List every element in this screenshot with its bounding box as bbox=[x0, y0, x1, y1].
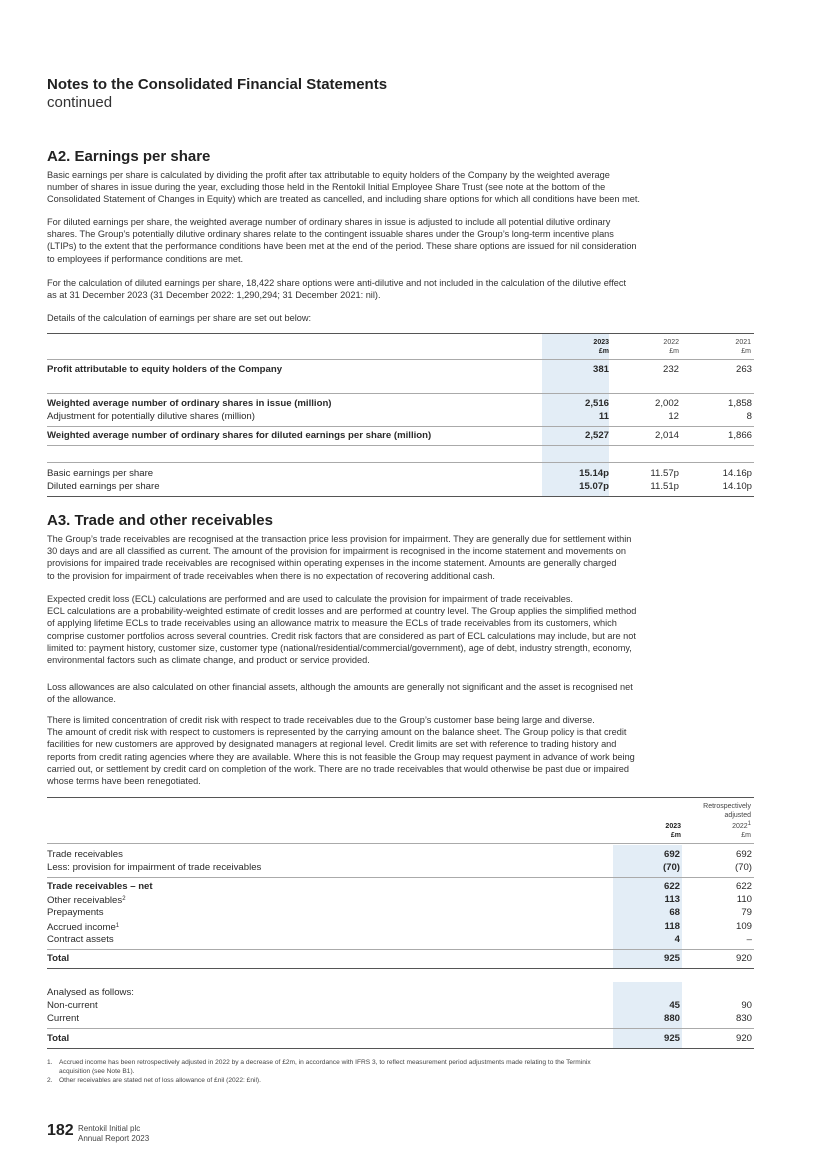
a3-p2-line: environmental factors such as climate change, and product or service provided. bbox=[47, 655, 370, 666]
cell-2022: 12 bbox=[668, 411, 679, 422]
page-number: 182 bbox=[47, 1122, 74, 1139]
table-row-total bbox=[47, 952, 754, 965]
col-header-line: Retrospectively bbox=[703, 803, 751, 810]
a3-p1-line: The Group’s trade receivables are recognised at the transaction price less provision for impairment. They are generally due for settlement within bbox=[47, 534, 632, 544]
table-rule bbox=[47, 949, 754, 950]
row-label: Profit attributable to equity holders of the Company bbox=[47, 364, 283, 375]
a3-p3-line: of the allowance. bbox=[47, 694, 116, 705]
col-header-2022-restated bbox=[679, 802, 751, 840]
footnote-line: Other receivables are stated net of loss allowance of £nil (2022: £nil). bbox=[59, 1077, 261, 1084]
table-bottom-rule bbox=[47, 1048, 754, 1049]
table-rule bbox=[47, 1028, 754, 1029]
col-year: 2022 bbox=[663, 339, 679, 346]
col-header-2023 bbox=[567, 338, 609, 356]
row-label: Contract assets bbox=[47, 934, 114, 945]
cell-2023: 45 bbox=[669, 1000, 680, 1011]
a3-p4-line: facilities for new customers are approved by designated managers at regional level. Credit limits are set with reference to trading history and bbox=[47, 739, 617, 750]
cell-2021: 1,858 bbox=[727, 398, 752, 409]
cell-2022: 2,002 bbox=[654, 398, 679, 409]
row-label-text: Other receivables bbox=[47, 895, 123, 906]
cell-2023: 4 bbox=[674, 934, 680, 945]
cell-2023: 381 bbox=[592, 364, 609, 375]
col-header-2023 bbox=[637, 822, 681, 840]
cell-2023: 692 bbox=[663, 849, 680, 860]
table-bottom-rule bbox=[47, 496, 754, 497]
cell-2022: 109 bbox=[735, 921, 752, 932]
cell-2022: 90 bbox=[741, 1000, 752, 1011]
a3-p2-line: of applying lifetime ECLs to trade receivables using an allowance matrix to measure the ECLs of trade receivables from its customers, which bbox=[47, 618, 617, 629]
row-label: Weighted average number of ordinary shares in issue (million) bbox=[47, 398, 332, 409]
cell-2023: 925 bbox=[663, 953, 680, 964]
row-label: Basic earnings per share bbox=[47, 468, 154, 479]
cell-2022: (70) bbox=[734, 862, 752, 873]
footer-report: Annual Report 2023 bbox=[78, 1134, 150, 1143]
col-year: 2023 bbox=[593, 339, 609, 346]
a2-p3-line: For the calculation of diluted earnings per share, 18,422 share options were anti-dilutive and not included in the calculation of the dilutive effect bbox=[47, 278, 627, 288]
row-label: Prepayments bbox=[47, 907, 104, 918]
cell-2022: 2,014 bbox=[654, 430, 679, 441]
footnote-number: 2. bbox=[47, 1077, 53, 1084]
a2-p3-line: as at 31 December 2023 (31 December 2022: 1,290,294; 31 December 2021: nil). bbox=[47, 290, 381, 301]
footnote-ref: 1 bbox=[747, 821, 751, 827]
row-label bbox=[47, 893, 126, 907]
cell-2023: 15.14p bbox=[579, 468, 609, 479]
col-unit: £m bbox=[670, 832, 681, 839]
a2-p1-line: Consolidated Statement of Changes in Equity) which are treated as cancelled, and including share options for which all conditions have been met. bbox=[47, 194, 640, 205]
a3-paragraph-2 bbox=[47, 593, 754, 666]
a3-p4-line: whose terms have been renegotiated. bbox=[47, 776, 201, 787]
table-row bbox=[47, 920, 754, 933]
table-row bbox=[47, 363, 754, 376]
a3-p2-line: ECL calculations are a probability-weighted estimate of credit losses and are performed at country level. The Group applies the simplified method bbox=[47, 606, 637, 617]
col-unit: £m bbox=[741, 348, 751, 355]
a2-paragraph-4: Details of the calculation of earnings per share are set out below: bbox=[47, 313, 312, 323]
col-header-line: adjusted bbox=[724, 812, 751, 819]
cell-2023: 15.07p bbox=[579, 481, 609, 492]
table-rule bbox=[47, 393, 754, 394]
table-rule bbox=[47, 462, 754, 463]
col-header-2022 bbox=[637, 338, 679, 356]
table-rule bbox=[47, 843, 754, 844]
page-title: Notes to the Consolidated Financial Statements bbox=[47, 76, 388, 93]
col-unit: £m bbox=[741, 832, 751, 839]
cell-2023: 113 bbox=[664, 894, 680, 905]
row-label bbox=[47, 920, 119, 934]
a2-p2-line: to employees if performance conditions are met. bbox=[47, 253, 244, 264]
table-row bbox=[47, 893, 754, 906]
a3-p4-line: reports from credit rating agencies where they are available. Where this is not feasible the Group may request payment in advance of work being bbox=[47, 751, 635, 762]
table-row bbox=[47, 429, 754, 442]
table-rule bbox=[47, 426, 754, 427]
col-unit: £m bbox=[669, 348, 679, 355]
cell-2022: 11.57p bbox=[650, 468, 679, 479]
cell-2021: 14.10p bbox=[722, 481, 752, 492]
cell-2022: 920 bbox=[735, 1033, 752, 1044]
row-label: Analysed as follows: bbox=[47, 987, 134, 998]
table-row bbox=[47, 467, 754, 480]
cell-2022: 11.51p bbox=[650, 481, 679, 492]
table-row-total bbox=[47, 1032, 754, 1045]
table-row bbox=[47, 999, 754, 1012]
table-row bbox=[47, 933, 754, 946]
a3-p4-line: The amount of credit risk with respect to customers is represented by the carrying amount on the balance sheet. The Group policy is that credit bbox=[47, 727, 627, 738]
cell-2022: 920 bbox=[735, 953, 752, 964]
a2-p2-line: (LTIPs) to the extent that the performance conditions have been met at the end of the period. These share options are issued for nil consideration bbox=[47, 241, 637, 252]
cell-2021: 14.16p bbox=[722, 468, 752, 479]
col-header-2021 bbox=[709, 338, 751, 356]
cell-2021: 8 bbox=[746, 411, 752, 422]
cell-2023: 118 bbox=[664, 921, 680, 932]
table-rule bbox=[47, 968, 754, 969]
cell-2022: 110 bbox=[736, 894, 752, 905]
row-label: Trade receivables – net bbox=[47, 881, 153, 892]
a2-paragraph-1 bbox=[47, 169, 754, 206]
row-label: Current bbox=[47, 1013, 79, 1024]
col-header-line bbox=[679, 820, 751, 831]
section-title-a3: A3. Trade and other receivables bbox=[47, 512, 273, 529]
cell-2023: 2,516 bbox=[584, 398, 609, 409]
table-row bbox=[47, 880, 754, 893]
cell-2022: 692 bbox=[735, 849, 752, 860]
table-rule bbox=[47, 445, 754, 446]
footnote-line: Accrued income has been retrospectively adjusted in 2022 by a decrease of £2m, in accordance with IFRS 3, to reflect measurement period adjustments made relating to the Terminix bbox=[59, 1059, 591, 1066]
cell-2023: 925 bbox=[663, 1033, 680, 1044]
footnote-number: 1. bbox=[47, 1059, 53, 1066]
col-year: 2023 bbox=[665, 823, 681, 830]
a3-paragraph-4 bbox=[47, 714, 754, 787]
a2-paragraph-2 bbox=[47, 216, 754, 265]
footer-publication bbox=[78, 1124, 149, 1144]
cell-2022: 830 bbox=[735, 1013, 752, 1024]
row-label: Total bbox=[47, 953, 70, 964]
a3-p3-line: Loss allowances are also calculated on other financial assets, although the amounts are generally not significant and the asset is recognised net bbox=[47, 682, 633, 692]
row-label: Adjustment for potentially dilutive shares (million) bbox=[47, 411, 255, 422]
a3-paragraph-3 bbox=[47, 681, 754, 705]
footer-company: Rentokil Initial plc bbox=[78, 1124, 141, 1133]
col-year: 2022 bbox=[732, 823, 748, 830]
cell-2021: 263 bbox=[735, 364, 752, 375]
row-label: Less: provision for impairment of trade receivables bbox=[47, 862, 262, 873]
footnote-line: acquisition (see Note B1). bbox=[59, 1067, 135, 1075]
row-label: Trade receivables bbox=[47, 849, 123, 860]
table-row bbox=[47, 906, 754, 919]
a2-p1-line: number of shares in issue during the year, excluding those held in the Rentokil Initial Employee Share Trust (see note at the bottom of the bbox=[47, 182, 606, 193]
a3-p1-line: 30 days and are all classified as current. The amount of the provision for impairment is recognised in the income statement and movements on bbox=[47, 546, 626, 557]
col-year: 2021 bbox=[735, 339, 751, 346]
row-label-text: Accrued income bbox=[47, 922, 116, 933]
page-subtitle: continued bbox=[47, 94, 113, 111]
table-top-rule bbox=[47, 333, 754, 334]
table-row bbox=[47, 1012, 754, 1025]
a2-p1-line: Basic earnings per share is calculated by dividing the profit after tax attributable to equity holders of the Company by the weighted average bbox=[47, 170, 610, 180]
table-row bbox=[47, 410, 754, 423]
a2-p2-line: For diluted earnings per share, the weighted average number of ordinary shares in issue is adjusted to include all potential dilutive ordinary bbox=[47, 217, 611, 227]
cell-2023: 11 bbox=[598, 411, 609, 422]
cell-2023: (70) bbox=[662, 862, 680, 873]
a3-p1-line: to the provision for impairment of trade receivables when there is no expectation of recovering additional cash. bbox=[47, 570, 495, 581]
a3-p2-line: Expected credit loss (ECL) calculations are performed and are used to calculate the provision for impairment of trade receivables. bbox=[47, 594, 573, 604]
a3-paragraph-1 bbox=[47, 533, 754, 582]
section-title-a2: A2. Earnings per share bbox=[47, 148, 211, 165]
row-label: Total bbox=[47, 1033, 70, 1044]
a3-p4-line: There is limited concentration of credit risk with respect to trade receivables due to the Group’s customer base being large and diverse. bbox=[47, 715, 595, 725]
row-label: Weighted average number of ordinary shares for diluted earnings per share (million) bbox=[47, 430, 432, 441]
table-row bbox=[47, 480, 754, 493]
cell-2022: 232 bbox=[662, 364, 679, 375]
cell-2022: – bbox=[746, 934, 752, 945]
table-row bbox=[47, 986, 754, 999]
row-label: Diluted earnings per share bbox=[47, 481, 160, 492]
table-rule bbox=[47, 359, 754, 360]
table-top-rule bbox=[47, 797, 754, 798]
footnote-ref: 2 bbox=[122, 896, 126, 902]
cell-2022: 622 bbox=[735, 881, 752, 892]
a3-p2-line: comprise customer portfolios across several countries. Credit risk factors that are considered as part of ECL calculations may include, but are not bbox=[47, 630, 636, 641]
a2-p2-line: shares. The Group’s potentially dilutive ordinary shares relate to the contingent issuable shares under the Group’s long-term incentive plans bbox=[47, 229, 614, 240]
table-row bbox=[47, 848, 754, 861]
row-label: Non-current bbox=[47, 1000, 98, 1011]
table-rule bbox=[47, 877, 754, 878]
cell-2023: 622 bbox=[663, 881, 680, 892]
a3-p4-line: carried out, or settlement by credit card on completion of the work. There are no trade receivables that would otherwise be past due or impaired bbox=[47, 763, 630, 774]
footnote-ref: 1 bbox=[115, 923, 120, 929]
cell-2023: 68 bbox=[669, 907, 680, 918]
cell-2023: 880 bbox=[663, 1013, 680, 1024]
table-row bbox=[47, 861, 754, 874]
table-row bbox=[47, 397, 754, 410]
col-unit: £m bbox=[598, 348, 609, 355]
a2-paragraph-3 bbox=[47, 277, 754, 301]
cell-2021: 1,866 bbox=[727, 430, 752, 441]
cell-2023: 2,527 bbox=[584, 430, 609, 441]
a3-p2-line: limited to: payment history, customer size, customer type (national/residential/commercial/government), age of debt, industry strength, economy, bbox=[47, 642, 632, 653]
a3-p1-line: provisions for impaired trade receivables are recognised within operating expenses in the income statement. Amounts are generally charged bbox=[47, 558, 617, 569]
cell-2022: 79 bbox=[741, 907, 752, 918]
